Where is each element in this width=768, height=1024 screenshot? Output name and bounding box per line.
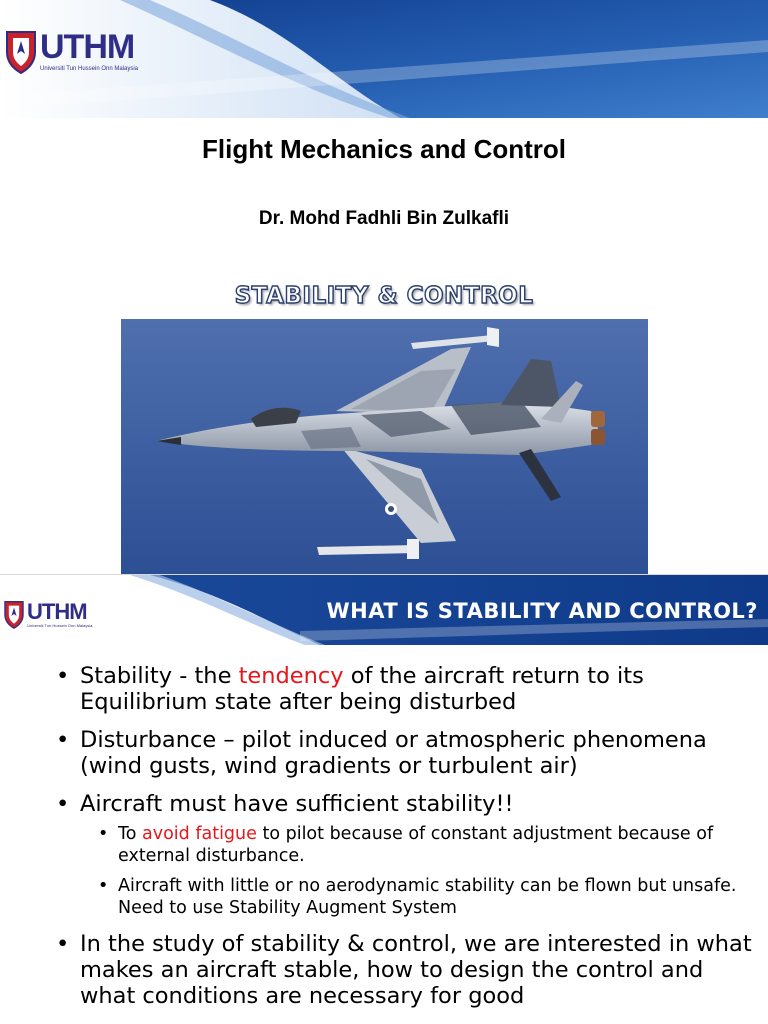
topic-title: STABILITY & CONTROL: [234, 283, 534, 309]
content-slide: [0, 575, 768, 1024]
author-name: Dr. Mohd Fadhli Bin Zulkafli: [258, 208, 510, 229]
header-banner: [0, 0, 768, 118]
logo-subtitle: Universiti Tun Hussein Onn Malaysia: [27, 622, 93, 628]
bullet-list: [56, 663, 756, 1021]
highlight-text: avoid fatigue: [142, 824, 257, 844]
fighter-jet-photo: [121, 319, 648, 574]
logo-subtitle: Universiti Tun Hussein Onn Malaysia: [40, 66, 139, 72]
presentation-title: Flight Mechanics and Control: [201, 134, 566, 164]
bullet-item: • In the study of stability & control, we are interested in what makes an aircraft stable, how to design the control and what conditions are necessary for good: [56, 931, 756, 1009]
bullet-item: • Stability - the tendency of the aircraft return to its Equilibrium state after being disturbed: [56, 663, 756, 715]
uthm-logo-small: [3, 599, 92, 629]
sub-bullet-item: • To avoid fatigue to pilot because of constant adjustment because of external disturbance.: [98, 823, 756, 867]
uthm-logo: [4, 28, 138, 74]
slide-heading: WHAT IS STABILITY AND CONTROL?: [326, 599, 758, 623]
slide-header: [0, 575, 768, 645]
crest-icon: [4, 28, 38, 74]
crest-icon: [3, 599, 25, 629]
sub-bullet-item: • Aircraft with little or no aerodynamic stability can be flown but unsafe. Need to use Stability Augment System: [98, 875, 756, 919]
logo-wordmark: UTHM: [27, 598, 87, 624]
highlight-text: tendency: [238, 663, 344, 689]
bullet-item: • Aircraft must have sufficient stability!!: [56, 791, 756, 817]
logo-wordmark: UTHM: [40, 28, 135, 66]
bullet-item: • Disturbance – pilot induced or atmospheric phenomena (wind gusts, wind gradients or turbulent air): [56, 727, 756, 779]
